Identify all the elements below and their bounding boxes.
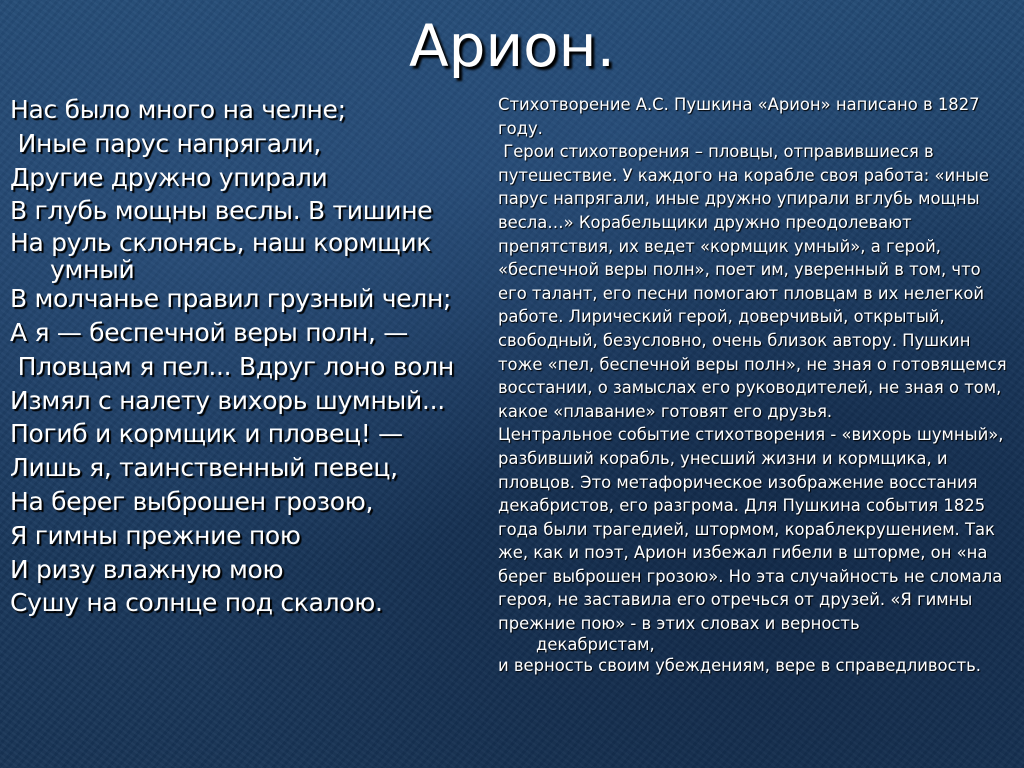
poem-line-continuation: умный <box>50 255 135 285</box>
poem-line-text: Другие дружно упирали <box>10 162 328 192</box>
poem-line-text: Нас было много на челне; <box>10 95 346 124</box>
poem-line-text: Лишь я, таинственный певец, <box>10 453 398 483</box>
poem-line <box>10 194 490 228</box>
poem-line-text: На руль склонясь, наш кормщик <box>10 228 432 258</box>
poem-line-text: Сушу на солнце под скалою. <box>10 588 383 618</box>
poem-line-text: Пловцам я пел... Вдруг лоно волн <box>10 351 454 381</box>
commentary-paragraph-text: Центральное событие стихотворения - «вихорь шумный», разбивший корабль, унесший жизни и кормщика, и пловцов. Это метафорическое изображение восстания декабристов, его разгрома. Для Пушкина события 1825 года были трагедией, штормом, кораблекрушением. Так же, как и поэт, Арион избежал гибели в шторме, он «на берег выброшен грозою». Но эта случайность не сломала героя, не заставила его отречься от друзей. «Я гимны прежние пою» - в этих словах и верность <box>498 425 1004 634</box>
poem-line-text: Измял с налету вихорь шумный... <box>10 385 445 415</box>
poem-line-text: И ризу влажную мою <box>10 554 284 584</box>
poem-line <box>10 161 490 195</box>
poem-line <box>10 417 490 451</box>
poem-line <box>10 384 490 418</box>
poem-line-text: На берег выброшен грозою, <box>10 486 374 516</box>
commentary-paragraph-text: Стихотворение А.С. Пушкина «Арион» написано в 1827 году. <box>498 95 980 138</box>
commentary-text <box>498 93 1012 677</box>
poem-line <box>10 519 490 553</box>
poem-line <box>10 485 490 519</box>
poem-line-text: В молчанье правил грузный челн; <box>10 284 452 314</box>
commentary-paragraph <box>498 140 1012 423</box>
poem-line <box>10 282 490 316</box>
poem-line <box>10 553 490 587</box>
poem-text <box>10 93 490 620</box>
poem-line <box>10 586 490 620</box>
poem-line <box>10 451 490 485</box>
commentary-paragraph-text: и верность своим убеждениям, вере в справедливость. <box>498 655 982 675</box>
poem-line <box>10 316 490 350</box>
poem-line <box>10 93 490 127</box>
poem-line <box>10 228 490 285</box>
commentary-paragraph <box>498 654 1012 678</box>
poem-line-text: Я гимны прежние пою <box>10 520 301 550</box>
poem-line-text: Иные парус напрягали, <box>10 128 322 158</box>
poem-line-text: А я — беспечной веры полн, — <box>10 317 408 347</box>
poem-line-text: Погиб и кормщик и пловец! — <box>10 419 403 449</box>
commentary-paragraph-continuation: декабристам, <box>536 634 655 654</box>
poem-line <box>10 127 490 161</box>
commentary-paragraph <box>498 93 1012 140</box>
commentary-paragraph-text: Герои стихотворения – пловцы, отправившиеся в путешествие. У каждого на корабле своя работа: «иные парус напрягали, иные дружно упирали вглубь мощны весла…» Корабельщики дружно преодолевают препятствия, их ведет «кормщик умный», а герой, «беспечной веры полн», поет им, уверенный в том, что его талант, его песни помогают пловцам в их нелегкой работе. Лирический герой, доверчивый, открытый, свободный, безусловно, очень близок автору. Пушкин тоже «пел, беспечной веры полн», не зная о готовящемся восстании, о замыслах его руководителей, не зная о том, какое «плавание» готовят его друзья. <box>498 142 1012 421</box>
commentary-paragraph <box>498 423 1012 653</box>
slide-title: Арион. <box>408 12 616 80</box>
poem-line-text: В глубь мощны веслы. В тишине <box>10 196 433 226</box>
poem-line <box>10 350 490 384</box>
